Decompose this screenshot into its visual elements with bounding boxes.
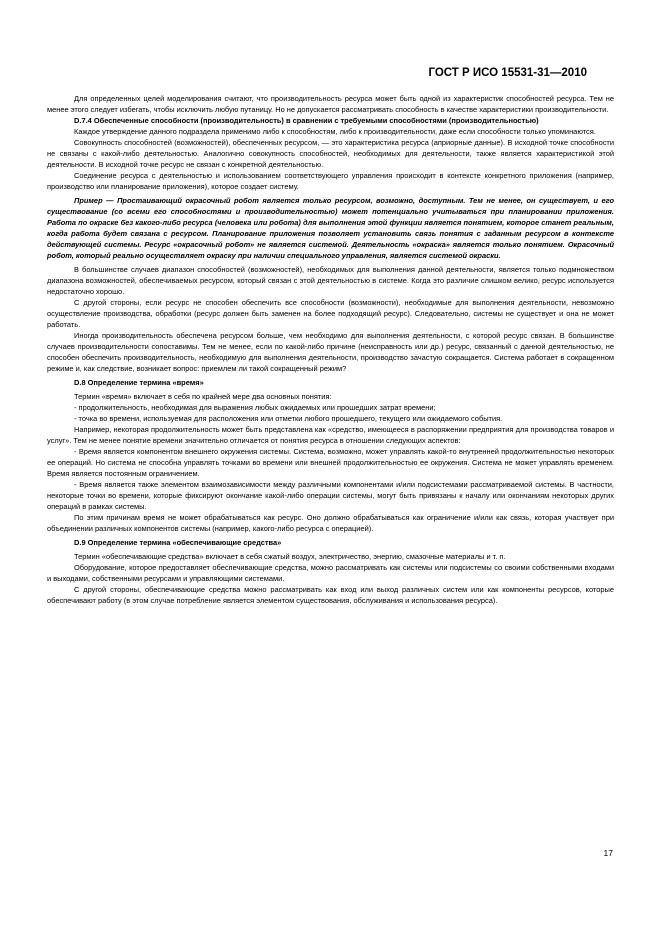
paragraph: Соединение ресурса с деятельностью и использованием соответствующего управления происходит в контексте конкретного приложения (например, производство или планирование приложения), которое создает систему. [47, 171, 614, 191]
section-heading: D.9 Определение термина «обеспечивающие средства» [74, 538, 282, 547]
paragraph: Термин «обеспечивающие средства» включает в себя сжатый воздух, электричество, энергию, смазочные материалы и т. п. [74, 552, 506, 561]
page-number: 17 [603, 848, 613, 858]
example-paragraph: Пример — Простаивающий окрасочный робот является только ресурсом, возможно, доступным. Тем не менее, он существует, и его существование (со всеми его способностями и производительностью) может потенциально учитываться при планировании приложения. Работа по окраске без какого-либо ресурса (человека или робота) для выполнения этой функции является понятием, которое станет реальным, когда работа будет связана с ресурсом. Планирование приложения позволяет установить связь понятия с заданным ресурсом в контексте действующей системы. Ресурс «окрасочный робот» не является системой. Деятельность «окраска» является только понятием. Окрасочный робот, который реально осуществляет окраску при наличии специального управления, является системой окраски. [47, 196, 614, 260]
subsection-heading: D.7.4 Обеспеченные способности (производительность) в сравнении с требуемыми способностями (производительностью) [74, 116, 539, 125]
paragraph: Например, некоторая продолжительность может быть представлена как «средство, имеющееся в распоряжении предприятия для производства товаров и услуг». Тем не менее понятие времени значительно отличается от понятия ресурса в отношении следующих аспектов: [47, 425, 614, 445]
list-item: - Время является компонентом внешнего окружения системы. Система, возможно, может управлять какой-то внутренней продолжительностью некоторых ее операций. Но система не способна управлять точками во времени или внешней продолжительностью ее окружения. Система не может управлять временем. Время является постоянным ограничением. [47, 447, 614, 478]
paragraph: Иногда производительность обеспечена ресурсом больше, чем необходимо для выполнения деятельности, с которой ресурс связан. В большинстве случаев производительности сопоставимы. Тем не менее, если по какой-либо причине (неисправность или др.) ресурс, связанный с данной деятельностью, не способен обеспечить производительность, необходимую для выполнения деятельности, производство зачастую сокращается. Система работает в сокращенном режиме и, как следствие, возникает вопрос: приемлем ли такой сокращенный режим? [47, 331, 614, 373]
paragraph: Совокупность способностей (возможностей), обеспеченных ресурсом, — это характеристика ресурса (априорные данные). В исходной точке способности не связаны с какой-либо деятельностью. Аналогично совокупность способностей, необходимых для деятельности, также является характеристикой этой деятельности. В исходной точке ресурс не связан с конкретной деятельностью. [47, 138, 614, 169]
list-item: - Время является также элементом взаимозависимости между различными компонентами и/или подсистемами рассматриваемой системы. В частности, некоторые точки во времени, которые фиксируют окончание какой-либо операции системы, могут быть привязаны к началу или окончаниям некоторых других операций в рамках системы. [47, 480, 614, 511]
paragraph: С другой стороны, если ресурс не способен обеспечить все способности (возможности), необходимые для выполнения деятельности, невозможно осуществление производства, обработки (ресурс должен быть заменен на более подходящий ресурс). Следовательно, системы не существует и она не может работать. [47, 298, 614, 329]
list-item: - продолжительность, необходимая для выражения любых ожидаемых или прошедших затрат времени; [74, 403, 436, 412]
paragraph: Для определенных целей моделирования считают, что производительность ресурса может быть одной из характеристик способностей ресурса. Тем не менее этого следует избегать, чтобы исключить любую путаницу. Но не допускается рассматривать способность в качестве характеристики производительности. [47, 94, 614, 114]
page-body [47, 93, 614, 606]
paragraph: С другой стороны, обеспечивающие средства можно рассматривать как вход или выход различных систем или как компоненты ресурсов, которые обеспечивают работу (в этом случае потребление является элементом существования, обслуживания и использования ресурса). [47, 585, 614, 605]
list-item: - точка во времени, используемая для расположения или отметки любого прошедшего, текущего или ожидаемого события. [74, 414, 503, 423]
standard-header: ГОСТ Р ИСО 15531-31—2010 [428, 67, 587, 79]
paragraph: В большинстве случаев диапазон способностей (возможностей), необходимых для выполнения данной деятельности, является только подмножеством диапазона возможностей, обеспечиваемых ресурсом, который связан с этой деятельностью в системе. Когда это различие слишком велико, ресурс используется недостаточно хорошо. [47, 265, 614, 296]
paragraph: По этим причинам время не может обрабатываться как ресурс. Оно должно обрабатываться как ограничение и/или как связь, которая участвует при объединении различных компонентов системы (например, какого-либо ресурса с операцией). [47, 513, 614, 533]
section-heading: D.8 Определение термина «время» [74, 378, 204, 387]
paragraph: Оборудование, которое предоставляет обеспечивающие средства, можно рассматривать как системы или подсистемы со своими собственными входами и выходами, собственными ресурсами и управляющими системами. [47, 563, 614, 583]
paragraph: Каждое утверждение данного подраздела применимо либо к способностям, либо к производительности, даже если способности только упоминаются. [74, 127, 596, 136]
paragraph: Термин «время» включает в себя по крайней мере два основных понятия: [74, 392, 332, 401]
